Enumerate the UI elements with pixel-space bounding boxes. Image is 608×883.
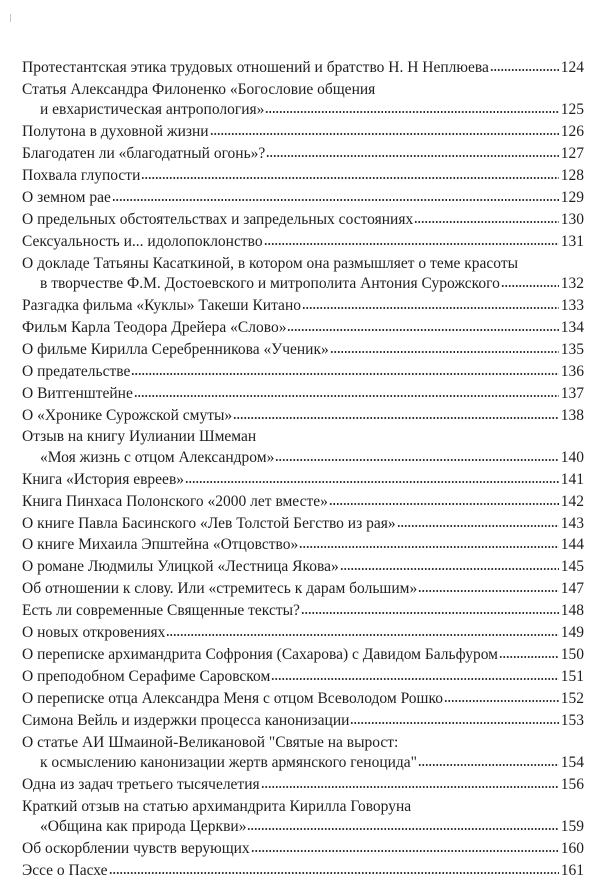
toc-entry[interactable] bbox=[22, 144, 584, 164]
page-number: 140 bbox=[560, 448, 584, 466]
page-number: 152 bbox=[560, 689, 584, 707]
dot-leader bbox=[210, 132, 559, 136]
toc-entry[interactable] bbox=[22, 427, 584, 468]
toc-entry-continuation-line bbox=[22, 274, 584, 294]
dot-leader bbox=[340, 567, 559, 571]
dot-leader bbox=[112, 198, 559, 202]
toc-entry-title: Отзыв на книгу Иулиании Шмеман bbox=[22, 428, 257, 446]
dot-leader bbox=[247, 827, 559, 831]
toc-entry-title: Книга «История евреев» bbox=[22, 470, 185, 488]
toc-entry-title: О докладе Татьяны Касаткиной, в котором она размышляет о теме красоты bbox=[22, 254, 519, 272]
toc-entry-title: О Витгенштейне bbox=[22, 384, 133, 402]
toc-entry-line bbox=[22, 232, 584, 252]
page-number: 144 bbox=[560, 536, 584, 554]
dot-leader bbox=[134, 394, 559, 398]
page-number: 127 bbox=[560, 145, 584, 163]
toc-entry-title: Полутона в духовной жизни bbox=[22, 123, 209, 141]
toc-entry-title: О преподобном Серафиме Саровском bbox=[22, 667, 271, 685]
dot-leader bbox=[397, 524, 559, 528]
dot-leader bbox=[330, 350, 559, 354]
toc-entry-line bbox=[22, 579, 584, 599]
dot-leader bbox=[233, 416, 559, 420]
toc-entry[interactable] bbox=[22, 166, 584, 186]
toc-entry[interactable] bbox=[22, 557, 584, 577]
dot-leader bbox=[275, 458, 559, 462]
dot-leader bbox=[299, 545, 559, 549]
toc-entry-title: О книге Михаила Эпштейна «Отцовство» bbox=[22, 536, 299, 554]
toc-entry-title: Эссе о Пасхе bbox=[22, 862, 108, 880]
page-number: 133 bbox=[560, 296, 584, 314]
page-number: 142 bbox=[560, 492, 584, 510]
toc-entry[interactable] bbox=[22, 601, 584, 621]
dot-leader bbox=[329, 502, 559, 506]
toc-entry[interactable] bbox=[22, 188, 584, 208]
toc-entry-line bbox=[22, 601, 584, 621]
toc-entry-title: Разгадка фильма «Куклы» Такеши Китано bbox=[22, 296, 301, 314]
toc-entry-title: О «Хронике Сурожской смуты» bbox=[22, 406, 233, 424]
toc-entry-title: «Моя жизнь с отцом Александром» bbox=[40, 448, 275, 466]
page-edge-mark bbox=[10, 14, 11, 22]
toc-entry-line bbox=[22, 797, 584, 817]
dot-leader bbox=[251, 849, 559, 853]
toc-entry-line bbox=[22, 470, 584, 490]
toc-entry-line bbox=[22, 711, 584, 731]
toc-entry-line bbox=[22, 318, 584, 338]
toc-entry-line bbox=[22, 58, 584, 78]
toc-entry-title: О предательстве bbox=[22, 362, 131, 380]
dot-leader bbox=[261, 785, 559, 789]
page-number: 150 bbox=[560, 645, 584, 663]
toc-entry-title: О предельных обстоятельствах и запредельных состояниях bbox=[22, 210, 414, 228]
toc-entry[interactable] bbox=[22, 733, 584, 774]
toc-entry-title: О переписке отца Александра Меня с отцом Всеволодом Рошко bbox=[22, 689, 443, 707]
toc-entry[interactable] bbox=[22, 58, 584, 78]
toc-entry[interactable] bbox=[22, 535, 584, 555]
page-number: 138 bbox=[560, 406, 584, 424]
page-number: 151 bbox=[560, 667, 584, 685]
toc-entry[interactable] bbox=[22, 210, 584, 230]
toc-entry-line bbox=[22, 384, 584, 404]
toc-entry-title: О фильме Кирилла Серебренникова «Ученик» bbox=[22, 340, 329, 358]
toc-entry[interactable] bbox=[22, 384, 584, 404]
page-number: 147 bbox=[560, 580, 584, 598]
toc-entry-line bbox=[22, 775, 584, 795]
toc-entry-title: к осмыслению канонизации жертв армянского геноцида" bbox=[40, 754, 418, 771]
dot-leader bbox=[265, 110, 559, 114]
toc-entry-title: Краткий отзыв на статью архимандрита Кирилла Говоруна bbox=[22, 797, 412, 815]
toc-entry[interactable] bbox=[22, 318, 584, 338]
page-number: 125 bbox=[560, 101, 584, 119]
toc-entry-title: О новых откровениях bbox=[22, 624, 166, 642]
dot-leader bbox=[414, 220, 559, 224]
toc-entry[interactable] bbox=[22, 645, 584, 665]
page-number: 148 bbox=[560, 602, 584, 620]
page-number: 156 bbox=[560, 775, 584, 793]
page-number: 130 bbox=[560, 210, 584, 228]
toc-entry-line bbox=[22, 492, 584, 512]
toc-entry-title: О статье АИ Шмаиной-Великановой "Святые на вырост: bbox=[22, 733, 399, 751]
page-number: 153 bbox=[560, 711, 584, 729]
toc-entry-line bbox=[22, 667, 584, 687]
toc-entry-title: Об оскорблении чувств верующих bbox=[22, 840, 250, 858]
dot-leader bbox=[350, 721, 559, 725]
toc-entry-title: «Община как природа Церкви» bbox=[40, 818, 247, 836]
dot-leader bbox=[418, 589, 559, 593]
toc-entry-continuation-line bbox=[22, 448, 584, 468]
toc-entry[interactable] bbox=[22, 579, 584, 599]
toc-entry-title: Благодатен ли «благодатный огонь»? bbox=[22, 145, 266, 163]
toc-entry[interactable] bbox=[22, 775, 584, 795]
dot-leader bbox=[490, 68, 559, 72]
page-number: 134 bbox=[560, 318, 584, 336]
toc-entry-title: Есть ли современные Священные тексты? bbox=[22, 602, 300, 620]
dot-leader bbox=[301, 611, 559, 615]
page-number: 154 bbox=[560, 754, 584, 771]
dot-leader bbox=[418, 763, 559, 767]
toc-entry[interactable] bbox=[22, 492, 584, 512]
toc-entry[interactable] bbox=[22, 122, 584, 142]
dot-leader bbox=[287, 328, 559, 332]
page-number: 128 bbox=[560, 167, 584, 185]
page-number: 129 bbox=[560, 188, 584, 206]
dot-leader bbox=[185, 480, 559, 484]
page-number: 159 bbox=[560, 818, 584, 836]
toc-entry[interactable] bbox=[22, 340, 584, 360]
dot-leader bbox=[444, 699, 559, 703]
toc-entry-line bbox=[22, 623, 584, 643]
dot-leader bbox=[271, 677, 559, 681]
page-number: 145 bbox=[560, 558, 584, 576]
toc-entry-title: О книге Павла Басинского «Лев Толстой Бегство из рая» bbox=[22, 514, 396, 532]
table-of-contents bbox=[22, 58, 584, 883]
toc-entry[interactable] bbox=[22, 232, 584, 252]
toc-entry-line bbox=[22, 733, 584, 753]
page-number: 131 bbox=[560, 232, 584, 250]
toc-entry[interactable] bbox=[22, 623, 584, 643]
toc-entry-title: Сексуальность и... идолопоклонство bbox=[22, 232, 263, 250]
toc-entry[interactable] bbox=[22, 514, 584, 534]
toc-entry[interactable] bbox=[22, 296, 584, 316]
toc-entry-line bbox=[22, 535, 584, 555]
toc-entry-line bbox=[22, 166, 584, 186]
toc-entry-title: и евхаристическая антропология» bbox=[40, 101, 265, 119]
toc-entry-line bbox=[22, 406, 584, 426]
page-number: 126 bbox=[560, 123, 584, 141]
toc-entry[interactable] bbox=[22, 667, 584, 687]
page-number: 132 bbox=[560, 275, 584, 293]
toc-entry-continuation-line bbox=[22, 100, 584, 120]
toc-entry-line bbox=[22, 839, 584, 859]
toc-entry[interactable] bbox=[22, 797, 584, 838]
dot-leader bbox=[499, 655, 559, 659]
page-number: 136 bbox=[560, 362, 584, 380]
toc-entry-line bbox=[22, 188, 584, 208]
toc-entry-line bbox=[22, 645, 584, 665]
toc-entry[interactable] bbox=[22, 470, 584, 490]
toc-entry-title: Одна из задач третьего тысячелетия bbox=[22, 775, 260, 793]
dot-leader bbox=[501, 284, 559, 288]
toc-entry-title: О переписке архимандрита Софрония (Сахарова) с Давидом Бальфуром bbox=[22, 645, 498, 663]
page-number: 124 bbox=[560, 59, 584, 76]
toc-entry-continuation-line bbox=[22, 817, 584, 837]
toc-entry-line bbox=[22, 689, 584, 709]
toc-entry-title: Об отношении к слову. Или «стремитесь к дарам большим» bbox=[22, 580, 418, 598]
toc-entry-line bbox=[22, 296, 584, 316]
toc-entry[interactable] bbox=[22, 362, 584, 382]
toc-entry-line bbox=[22, 210, 584, 230]
dot-leader bbox=[266, 154, 559, 158]
toc-entry-line bbox=[22, 362, 584, 382]
toc-entry-title: Симона Вейль и издержки процесса канонизации bbox=[22, 711, 350, 729]
page-number: 149 bbox=[560, 624, 584, 642]
toc-entry-title: Похвала глупости bbox=[22, 167, 141, 185]
page-number: 135 bbox=[560, 340, 584, 358]
toc-entry-line bbox=[22, 122, 584, 142]
toc-entry-title: Фильм Карла Теодора Дрейера «Слово» bbox=[22, 318, 287, 336]
toc-entry-line bbox=[22, 340, 584, 360]
toc-entry-title: Статья Александра Филоненко «Богословие общения bbox=[22, 80, 376, 98]
toc-entry[interactable] bbox=[22, 839, 584, 859]
toc-entry[interactable] bbox=[22, 689, 584, 709]
toc-entry[interactable] bbox=[22, 254, 584, 295]
page-number: 141 bbox=[560, 470, 584, 488]
toc-entry-title: Книга Пинхаса Полонского «2000 лет вместе» bbox=[22, 492, 328, 510]
page-number: 161 bbox=[560, 862, 584, 880]
toc-entry-continuation-line bbox=[22, 753, 584, 773]
dot-leader bbox=[166, 633, 559, 637]
toc-entry-line bbox=[22, 254, 584, 274]
dot-leader bbox=[302, 306, 559, 310]
toc-entry-title: О земном рае bbox=[22, 188, 111, 206]
toc-entry[interactable] bbox=[22, 406, 584, 426]
page-number: 143 bbox=[560, 514, 584, 532]
toc-entry[interactable] bbox=[22, 80, 584, 121]
toc-entry-line bbox=[22, 557, 584, 577]
toc-entry[interactable] bbox=[22, 711, 584, 731]
toc-entry[interactable] bbox=[22, 861, 584, 881]
toc-entry-line bbox=[22, 80, 584, 100]
dot-leader bbox=[109, 871, 559, 875]
dot-leader bbox=[131, 372, 559, 376]
page-number: 160 bbox=[560, 840, 584, 858]
toc-entry-title: О романе Людмилы Улицкой «Лестница Якова» bbox=[22, 558, 339, 576]
toc-entry-line bbox=[22, 514, 584, 534]
toc-entry-title: в творчестве Ф.М. Достоевского и митрополита Антония Сурожского bbox=[40, 275, 500, 293]
toc-entry-title: Протестантская этика трудовых отношений и братство Н. Н Неплюева bbox=[22, 59, 489, 76]
toc-entry-line bbox=[22, 861, 584, 881]
toc-entry-line bbox=[22, 427, 584, 447]
toc-entry-line bbox=[22, 144, 584, 164]
dot-leader bbox=[141, 176, 559, 180]
page-number: 137 bbox=[560, 384, 584, 402]
dot-leader bbox=[264, 242, 559, 246]
